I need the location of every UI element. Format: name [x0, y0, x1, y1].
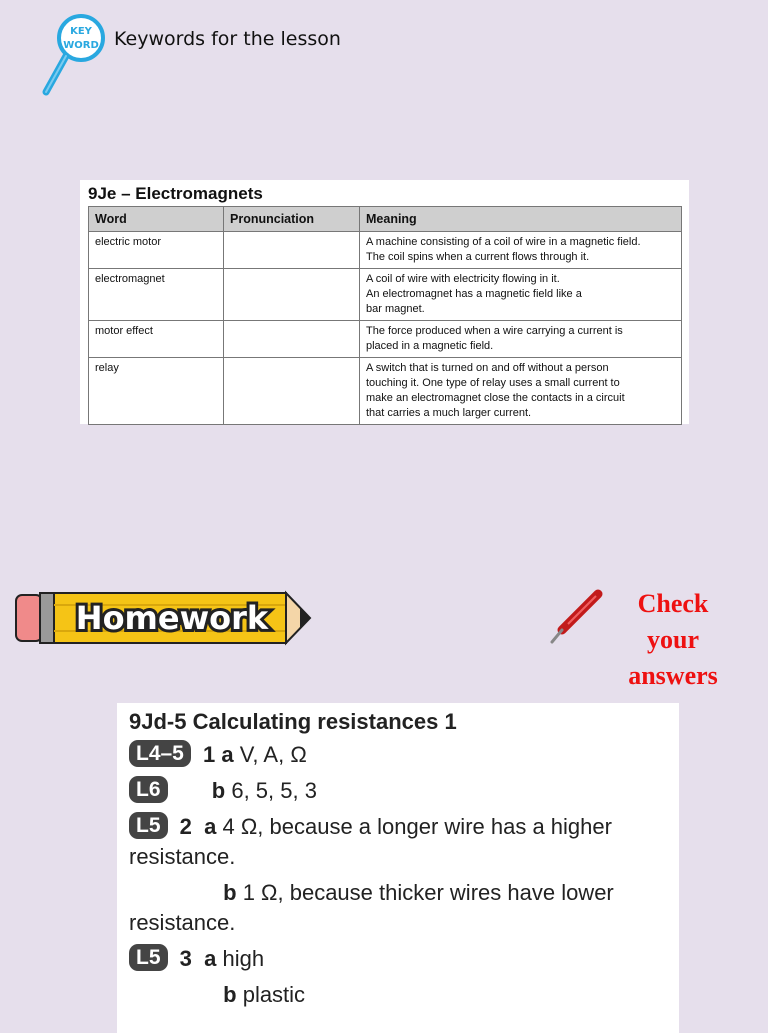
level-badge: L5 — [129, 812, 168, 839]
meaning-cell — [360, 321, 682, 358]
check-line: answers — [628, 661, 718, 690]
answer-row-1b — [129, 775, 317, 807]
part-letter: b — [211, 778, 226, 803]
answer-text: plastic — [242, 982, 306, 1007]
meaning-line: bar magnet. — [366, 303, 425, 315]
answer-text: high — [222, 946, 265, 971]
answer-text: resistance. — [129, 910, 236, 935]
meaning-cell — [360, 269, 682, 321]
check-line: Check — [637, 589, 709, 618]
part-letter: a — [221, 742, 234, 767]
keywords-heading: Keywords for the lesson — [114, 28, 341, 50]
keyword-table — [88, 206, 682, 425]
answer-text: 6, 5, 5, 3 — [231, 778, 317, 803]
answer-text: 4 Ω, because a longer wire has a higher — [222, 814, 612, 839]
answer-row-1a — [129, 739, 307, 771]
answers-title: 9Jd-5 Calculating resistances 1 — [129, 709, 457, 734]
word-cell: electric motor — [89, 232, 224, 269]
level-badge: L4–5 — [129, 740, 191, 767]
word-cell: motor effect — [89, 321, 224, 358]
meaning-line: make an electromagnet close the contacts in a circuit — [366, 392, 625, 404]
answers-card — [117, 703, 679, 1033]
homework-label: Homework — [75, 599, 269, 637]
pronunciation-cell — [224, 269, 360, 321]
svg-text:KEY: KEY — [70, 26, 92, 37]
meaning-line: A coil of wire with electricity flowing in it. — [366, 273, 560, 285]
level-badge: L6 — [129, 776, 168, 803]
answer-text: resistance. — [129, 844, 236, 869]
level-badge: L5 — [129, 944, 168, 971]
meaning-line: A switch that is turned on and off without a person — [366, 362, 609, 374]
meaning-line: A machine consisting of a coil of wire in a magnetic field. — [366, 236, 641, 248]
meaning-line: touching it. One type of relay uses a small current to — [366, 377, 620, 389]
meaning-cell — [360, 232, 682, 269]
meaning-line: An electromagnet has a magnetic field like a — [366, 288, 582, 300]
table-row — [89, 232, 682, 269]
answer-row-2b-cont — [129, 907, 235, 939]
table-row — [89, 269, 682, 321]
part-letter: a — [204, 946, 217, 971]
question-number: 1 — [203, 742, 216, 767]
meaning-line: that carries a much larger current. — [366, 407, 532, 419]
keyword-table-card — [80, 180, 689, 424]
column-header-meaning: Meaning — [360, 207, 682, 232]
check-your-answers — [614, 586, 732, 694]
pen-icon — [548, 588, 604, 646]
column-header-word: Word — [89, 207, 224, 232]
key-word-magnifier-icon — [38, 12, 110, 98]
meaning-cell — [360, 358, 682, 425]
answer-row-3a — [129, 943, 264, 975]
column-header-pronunciation: Pronunciation — [224, 207, 360, 232]
svg-text:WORD: WORD — [63, 40, 99, 51]
table-row — [89, 321, 682, 358]
answer-row-2a-cont — [129, 841, 235, 873]
meaning-line: placed in a magnetic field. — [366, 340, 494, 352]
pronunciation-cell — [224, 321, 360, 358]
meaning-line: The force produced when a wire carrying a current is — [366, 325, 623, 337]
question-number: 3 — [179, 946, 192, 971]
table-header-row — [89, 207, 682, 232]
answer-row-3b — [129, 979, 305, 1011]
check-line: your — [647, 625, 699, 654]
homework-pencil-icon — [12, 585, 314, 651]
pronunciation-cell — [224, 358, 360, 425]
part-letter: a — [204, 814, 217, 839]
part-letter: b — [223, 982, 237, 1007]
question-number: 2 — [179, 814, 192, 839]
pronunciation-cell — [224, 232, 360, 269]
keyword-table-title: 9Je – Electromagnets — [88, 184, 263, 203]
meaning-line: The coil spins when a current flows through it. — [366, 251, 590, 263]
answer-text: 1 Ω, because thicker wires have lower — [242, 880, 614, 905]
table-row — [89, 358, 682, 425]
word-cell: electromagnet — [89, 269, 224, 321]
answer-text: V, A, Ω — [239, 742, 307, 767]
answer-row-2a — [129, 811, 612, 843]
part-letter: b — [223, 880, 237, 905]
answer-row-2b — [129, 877, 614, 909]
word-cell: relay — [89, 358, 224, 425]
